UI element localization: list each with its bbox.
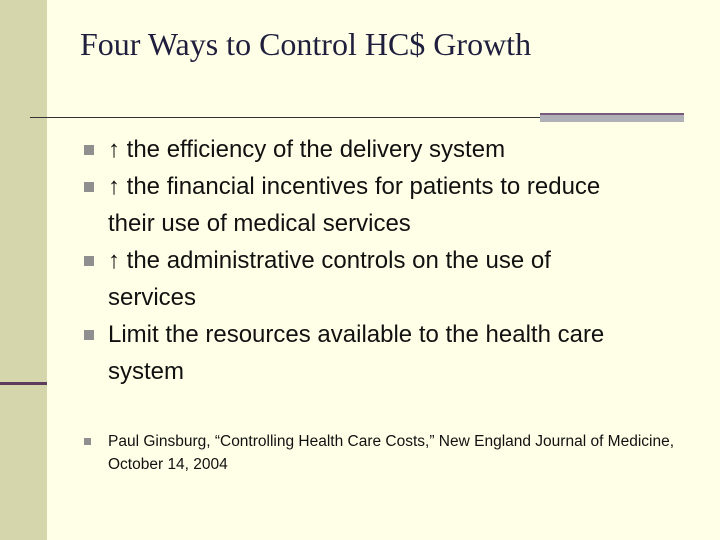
bullet-item <box>84 168 644 242</box>
square-bullet-icon <box>84 438 91 445</box>
bullet-item <box>84 316 644 390</box>
bullet-item <box>84 131 644 168</box>
square-bullet-icon <box>84 182 94 192</box>
bullet-text: ↑ the efficiency of the delivery system <box>108 136 506 163</box>
title-divider-accent-top <box>540 113 684 115</box>
bullet-text: Limit the resources available to the health care system <box>108 321 605 385</box>
left-decorative-band <box>0 0 47 540</box>
bullet-item <box>84 242 644 316</box>
citation <box>84 430 708 476</box>
square-bullet-icon <box>84 256 94 266</box>
bullet-text: ↑ the financial incentives for patients to reduce their use of medical services <box>108 173 601 237</box>
square-bullet-icon <box>84 145 94 155</box>
square-bullet-icon <box>84 330 94 340</box>
title-divider-line <box>30 117 540 118</box>
left-band-accent <box>0 382 47 385</box>
citation-text: Paul Ginsburg, “Controlling Health Care Costs,” New England Journal of Medicine, October 14, 2004 <box>108 433 675 473</box>
slide-title: Four Ways to Control HC$ Growth <box>80 26 532 62</box>
bullet-list <box>84 131 644 390</box>
bullet-text: ↑ the administrative controls on the use of services <box>108 247 551 311</box>
